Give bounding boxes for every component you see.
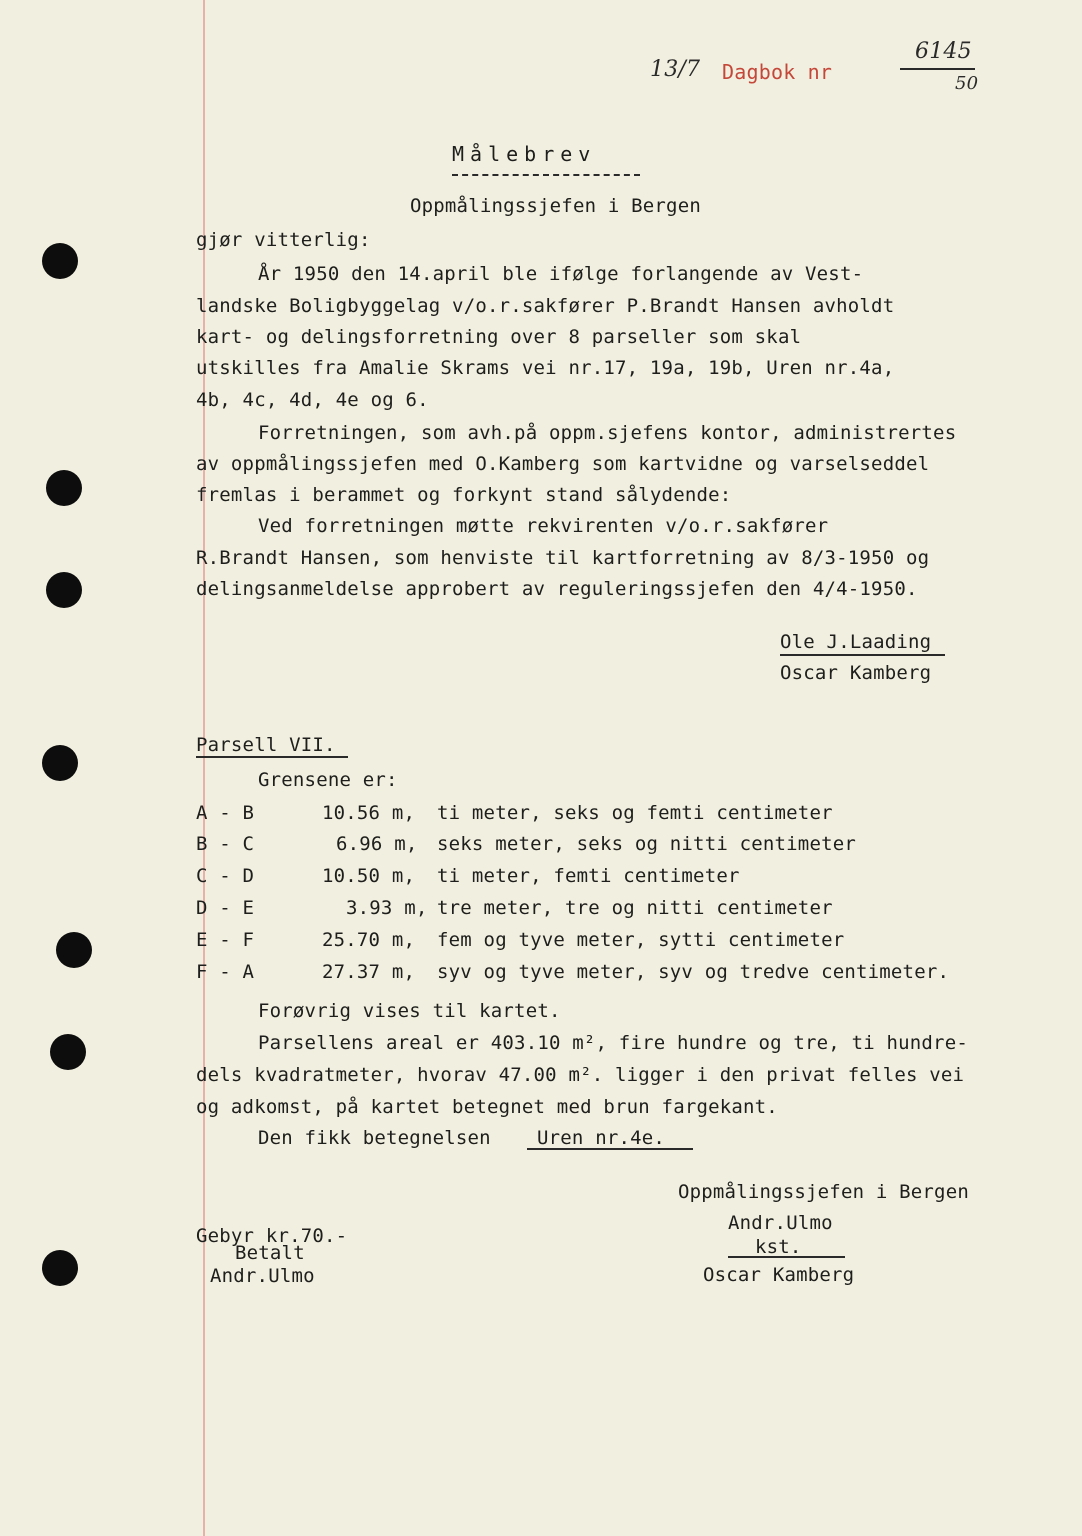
stamp-year: 50 — [955, 73, 979, 94]
designation-prefix: Den fikk betegnelsen — [258, 1127, 491, 1149]
para2-line: Forretningen, som avh.på oppm.sjefens kontor, administrertes — [258, 422, 957, 444]
para1-line: kart- og delingsforretning over 8 parseller som skal — [196, 326, 802, 348]
signature-underline — [780, 654, 945, 656]
signature-name: Oscar Kamberg — [703, 1264, 855, 1286]
para1-line: År 1950 den 14.april ble ifølge forlangende av Vest- — [258, 263, 864, 285]
document-title: Målebrev — [452, 142, 597, 166]
para5-line: dels kvadratmeter, hvorav 47.00 m². ligger i den privat felles vei — [196, 1064, 965, 1086]
boundary-length: 10.56 m, — [322, 802, 416, 824]
punch-hole — [46, 470, 82, 506]
stamp-underline — [900, 68, 975, 70]
para2-line: fremlas i berammet og forkynt stand sålydende: — [196, 484, 732, 506]
para1-line: 4b, 4c, 4d, 4e og 6. — [196, 389, 429, 411]
para2-line: av oppmålingssjefen med O.Kamberg som kartvidne og varselseddel — [196, 453, 930, 475]
para5-line: og adkomst, på kartet betegnet med brun fargekant. — [196, 1096, 778, 1118]
title-rule — [452, 174, 640, 176]
boundary-segment: F - A — [196, 961, 255, 983]
boundary-segment: E - F — [196, 929, 255, 951]
signature-underline — [728, 1256, 845, 1258]
para3-line: Ved forretningen møtte rekvirenten v/o.r.sakfører — [258, 515, 829, 537]
para3-line: R.Brandt Hansen, som henviste til kartforretning av 8/3-1950 og — [196, 547, 930, 569]
signature-title: kst. — [755, 1236, 802, 1258]
boundary-length: 25.70 m, — [322, 929, 416, 951]
fee-amount: Gebyr kr.70.- — [196, 1225, 348, 1247]
signature-name: Ole J.Laading — [780, 631, 932, 653]
boundary-words: ti meter, seks og femti centimeter — [437, 802, 833, 824]
boundary-length: 10.50 m, — [322, 865, 416, 887]
boundary-words: fem og tyve meter, sytti centimeter — [437, 929, 845, 951]
stamp-date: 13/7 — [650, 57, 701, 82]
signature-name: Oscar Kamberg — [780, 662, 932, 684]
para1-line: landske Boligbyggelag v/o.r.sakfører P.Brandt Hansen avholdt — [196, 295, 895, 317]
boundary-words: seks meter, seks og nitti centimeter — [437, 833, 857, 855]
para5-line: Parsellens areal er 403.10 m², fire hundre og tre, ti hundre- — [258, 1032, 968, 1054]
boundary-segment: C - D — [196, 865, 255, 887]
boundary-words: ti meter, femti centimeter — [437, 865, 740, 887]
issuer: Oppmålingssjefen i Bergen — [410, 195, 701, 217]
boundaries-heading: Grensene er: — [258, 769, 398, 791]
fee-signature: Andr.Ulmo — [210, 1265, 315, 1287]
intro: gjør vitterlig: — [196, 229, 371, 251]
designation: Uren nr.4e. — [537, 1127, 666, 1149]
parcel-underline — [196, 756, 348, 758]
punch-hole — [42, 243, 78, 279]
signature-name: Andr.Ulmo — [728, 1212, 833, 1234]
boundary-words: syv og tyve meter, syv og tredve centimeter. — [437, 961, 950, 983]
punch-hole — [42, 745, 78, 781]
designation-underline — [527, 1148, 693, 1150]
punch-hole — [56, 932, 92, 968]
boundary-segment: D - E — [196, 897, 255, 919]
punch-hole — [50, 1034, 86, 1070]
para4: Forøvrig vises til kartet. — [258, 1000, 561, 1022]
punch-hole — [42, 1250, 78, 1286]
para1-line: utskilles fra Amalie Skrams vei nr.17, 19a, 19b, Uren nr.4a, — [196, 357, 895, 379]
para3-line: delingsanmeldelse approbert av reguleringssjefen den 4/4-1950. — [196, 578, 918, 600]
parcel-heading: Parsell VII. — [196, 734, 336, 756]
stamp-label: Dagbok nr — [722, 60, 833, 84]
punch-hole — [46, 572, 82, 608]
fee-status: Betalt — [235, 1242, 305, 1264]
boundary-segment: A - B — [196, 802, 255, 824]
boundary-segment: B - C — [196, 833, 255, 855]
boundary-words: tre meter, tre og nitti centimeter — [437, 897, 833, 919]
boundary-length: 3.93 m, — [346, 897, 428, 919]
boundary-length: 6.96 m, — [336, 833, 418, 855]
boundary-length: 27.37 m, — [322, 961, 416, 983]
signature-office: Oppmålingssjefen i Bergen — [678, 1181, 969, 1203]
stamp-number: 6145 — [915, 39, 972, 64]
